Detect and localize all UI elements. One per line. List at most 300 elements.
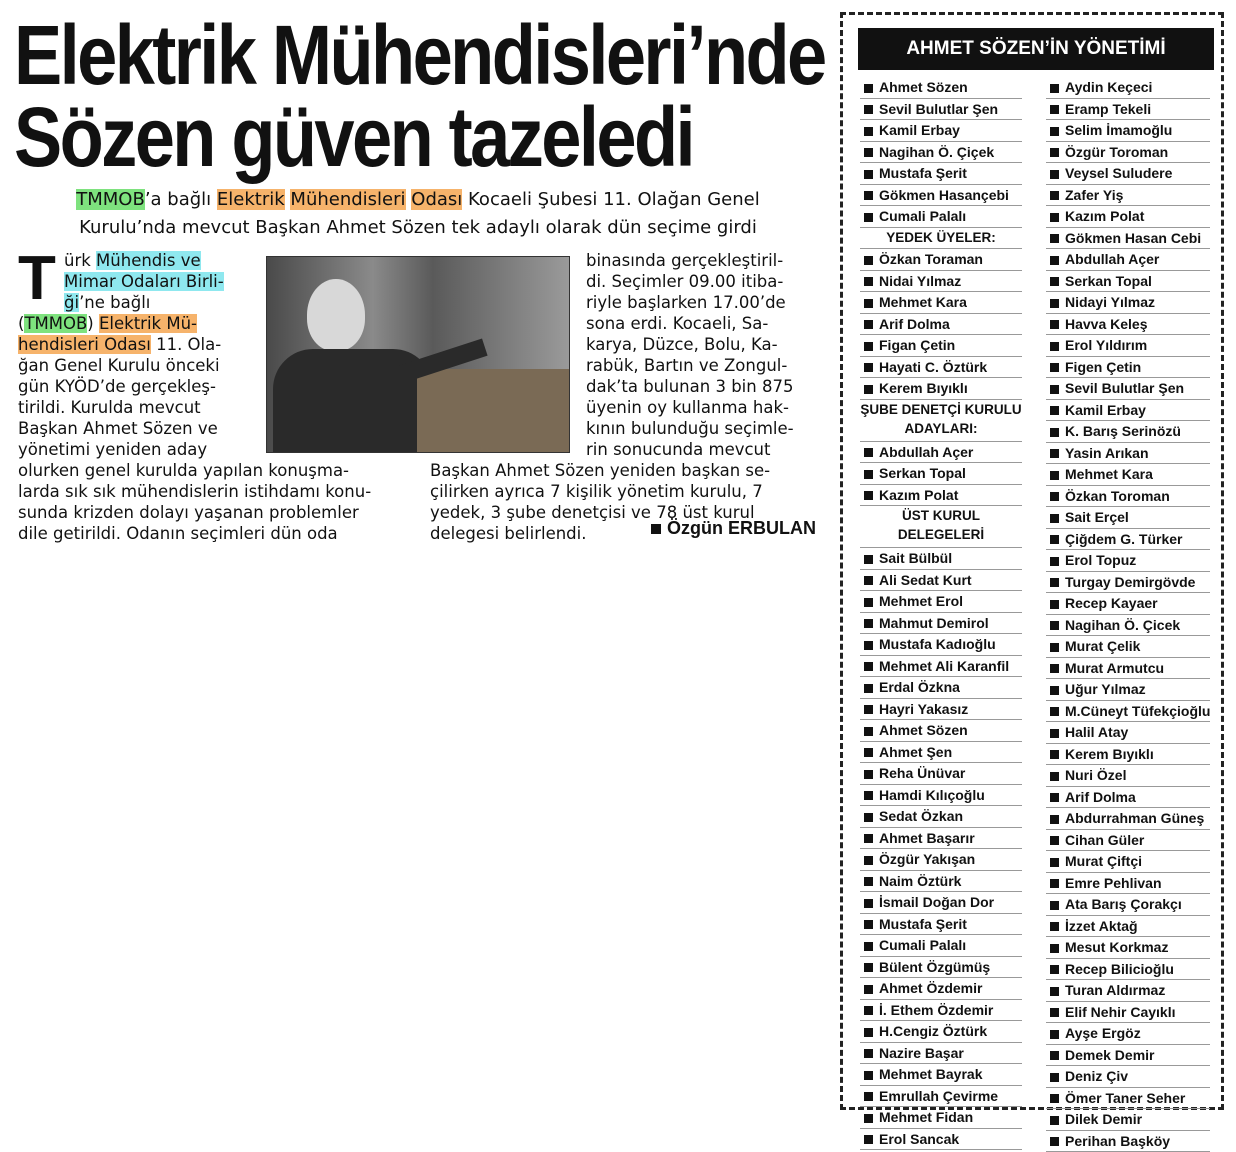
list-item (1046, 120, 1210, 142)
list-item-name: İzzet Aktağ (1065, 918, 1138, 934)
list-item-name: Selim İmamoğlu (1065, 122, 1172, 138)
list-section-heading: ÜST KURUL DELEGELERİ (860, 506, 1022, 548)
list-item (1046, 937, 1210, 959)
list-section-heading: ŞUBE DENETÇİ KURULU ADAYLARI: (860, 400, 1022, 442)
bullet-square-icon (1050, 1137, 1059, 1146)
list-item-name: Ahmet Sözen (879, 722, 968, 738)
list-item (1046, 1088, 1210, 1110)
bullet-square-icon (864, 834, 873, 843)
list-item (1046, 959, 1210, 981)
list-item (860, 957, 1022, 979)
bullet-square-icon (1050, 191, 1059, 200)
bullet-square-icon (1050, 213, 1059, 222)
bullet-square-icon (1050, 342, 1059, 351)
list-item (860, 677, 1022, 699)
list-item-name: Reha Ünüvar (879, 765, 965, 781)
list-item-name: Abdullah Açer (1065, 251, 1159, 267)
list-item-name: Recep Kayaer (1065, 595, 1158, 611)
bullet-square-icon (864, 491, 873, 500)
list-item-name: Nagihan Ö. Çicek (1065, 617, 1180, 633)
photo-ballot-box (417, 369, 569, 453)
list-item (860, 357, 1022, 379)
article-line: çilirken ayrıca 7 kişilik yönetim kurulu, 7 (430, 481, 770, 502)
list-item (1046, 206, 1210, 228)
list-item (860, 378, 1022, 400)
list-item (860, 120, 1022, 142)
bullet-square-icon (864, 856, 873, 865)
list-item (1046, 228, 1210, 250)
bullet-square-icon (1050, 1094, 1059, 1103)
list-item (860, 828, 1022, 850)
headline (14, 14, 702, 178)
list-item (860, 335, 1022, 357)
article-line: ğan Genel Kurulu önceki (18, 355, 371, 376)
list-item (860, 978, 1022, 1000)
list-item (860, 570, 1022, 592)
list-item-name: Nazire Başar (879, 1045, 964, 1061)
list-item (860, 742, 1022, 764)
article-col2 (586, 250, 794, 460)
list-item (860, 1043, 1022, 1065)
bullet-square-icon (1050, 449, 1059, 458)
list-item-name: Erdal Özkna (879, 679, 960, 695)
bullet-square-icon (1050, 320, 1059, 329)
article-line: üyenin oy kullanma hak- (586, 397, 794, 418)
list-item (860, 785, 1022, 807)
bullet-square-icon (864, 127, 873, 136)
list-item-name: Perihan Başköy (1065, 1133, 1170, 1149)
article-line: olurken genel kurulda yapılan konuşma- (18, 460, 371, 481)
list-item (860, 548, 1022, 570)
list-item-name: Mustafa Şerit (879, 916, 967, 932)
list-item-name: Kazım Polat (879, 487, 958, 503)
list-item-name: Mustafa Şerit (879, 165, 967, 181)
bullet-square-icon (864, 662, 873, 671)
list-item (1046, 808, 1210, 830)
list-item (1046, 163, 1210, 185)
list-item (860, 1129, 1022, 1151)
bullet-square-icon (1050, 707, 1059, 716)
bullet-square-icon (864, 555, 873, 564)
byline-author: Özgün ERBULAN (667, 518, 816, 538)
list-item-name: Özkan Toroman (1065, 488, 1170, 504)
article-line: larda sık sık mühendislerin istihdamı konu- (18, 481, 371, 502)
list-item-name: Figen Çetin (1065, 359, 1141, 375)
bullet-square-icon (864, 748, 873, 757)
bullet-square-icon (1050, 557, 1059, 566)
list-item-name: Figan Çetin (879, 337, 955, 353)
list-item (860, 613, 1022, 635)
article-line: ürk Mühendis ve (64, 250, 224, 271)
bullet-square-icon (1050, 772, 1059, 781)
bullet-square-icon (1050, 621, 1059, 630)
list-item-name: Turgay Demirgövde (1065, 574, 1195, 590)
bullet-square-icon (864, 576, 873, 585)
list-item (1046, 1023, 1210, 1045)
list-item (860, 77, 1022, 99)
bullet-square-icon (1050, 600, 1059, 609)
list-item (1046, 615, 1210, 637)
list-item-name: Ali Sedat Kurt (879, 572, 972, 588)
bullet-square-icon (864, 1114, 873, 1123)
bullet-square-icon (864, 727, 873, 736)
bullet-square-icon (864, 470, 873, 479)
bullet-square-icon (1050, 729, 1059, 738)
article-line: delegesi belirlendi. (430, 523, 770, 544)
list-item (1046, 335, 1210, 357)
list-item (1046, 916, 1210, 938)
list-item-name: Sait Bülbül (879, 550, 952, 566)
list-item (1046, 894, 1210, 916)
article-line: ği’ne bağlı (64, 292, 224, 313)
list-item-name: İsmail Doğan Dor (879, 894, 994, 910)
list-item-name: Serkan Topal (1065, 273, 1152, 289)
list-item (860, 763, 1022, 785)
list-item-name: Turan Aldırmaz (1065, 982, 1165, 998)
list-item-name: Recep Bilicioğlu (1065, 961, 1174, 977)
list-item-name: Kerem Bıyıklı (879, 380, 968, 396)
list-item (860, 892, 1022, 914)
list-item (1046, 636, 1210, 658)
bullet-square-icon (864, 191, 873, 200)
spot-line-2: Kurulu’nda mevcut Başkan Ahmet Sözen tek adaylı olarak dün seçime girdi (18, 214, 818, 242)
bullet-square-icon (864, 170, 873, 179)
article-col1-top (64, 250, 224, 313)
list-item (860, 142, 1022, 164)
list-item (860, 292, 1022, 314)
list-item (1046, 1131, 1210, 1152)
list-item-name: Naim Öztürk (879, 873, 961, 889)
headline-line-2: Sözen güven tazeledi (14, 96, 702, 178)
list-item (1046, 550, 1210, 572)
article-line: tirildi. Kurulda mevcut (18, 397, 371, 418)
list-item-name: Mehmet Bayrak (879, 1066, 983, 1082)
list-item (1046, 400, 1210, 422)
bullet-square-icon (1050, 234, 1059, 243)
article-line: dak’ta bulunan 3 bin 875 (586, 376, 794, 397)
list-item-name: Murat Armutcu (1065, 660, 1164, 676)
list-item-name: Mahmut Demirol (879, 615, 989, 631)
list-item-name: Nagihan Ö. Çiçek (879, 144, 994, 160)
bullet-square-icon (864, 942, 873, 951)
list-item (1046, 314, 1210, 336)
bullet-square-icon (1050, 1116, 1059, 1125)
spot-w2: Mühendisleri (290, 189, 405, 210)
list-item (1046, 443, 1210, 465)
spot-t2: Kocaeli Şubesi 11. Olağan Genel (462, 189, 759, 210)
list-item-name: Nidayi Yılmaz (1065, 294, 1155, 310)
list-item-name: Özkan Toraman (879, 251, 983, 267)
list-item (1046, 679, 1210, 701)
bullet-square-icon (1050, 1008, 1059, 1017)
bullet-square-icon (651, 524, 661, 534)
headline-line-1: Elektrik Mühendisleri’nde (14, 14, 702, 96)
list-item-name: Deniz Çiv (1065, 1068, 1128, 1084)
spot-text (18, 186, 818, 242)
list-item-name: Cumali Palalı (879, 208, 966, 224)
list-item-name: Kazım Polat (1065, 208, 1144, 224)
list-item-name: Cumali Palalı (879, 937, 966, 953)
list-item (1046, 249, 1210, 271)
bullet-square-icon (864, 320, 873, 329)
list-item-name: Veysel Suludere (1065, 165, 1172, 181)
list-item-name: Sevil Bulutlar Şen (879, 101, 998, 117)
bullet-square-icon (864, 105, 873, 114)
list-item (1046, 378, 1210, 400)
list-item-name: Erol Topuz (1065, 552, 1136, 568)
list-item-name: Ahmet Başarır (879, 830, 975, 846)
bullet-square-icon (1050, 363, 1059, 372)
bullet-square-icon (1050, 879, 1059, 888)
list-item-name: İ. Ethem Özdemir (879, 1002, 993, 1018)
bullet-square-icon (864, 770, 873, 779)
article-line: (TMMOB) Elektrik Mü- (18, 313, 371, 334)
bullet-square-icon (1050, 127, 1059, 136)
bullet-square-icon (864, 598, 873, 607)
spot-w3: Odası (411, 189, 462, 210)
list-item-name: Mehmet Kara (879, 294, 967, 310)
list-item-name: Arif Dolma (879, 316, 950, 332)
list-item-name: Ayşe Ergöz (1065, 1025, 1141, 1041)
list-item-name: Emre Pehlivan (1065, 875, 1162, 891)
list-item (860, 806, 1022, 828)
article-line: kının bulunduğu seçimle- (586, 418, 794, 439)
bullet-square-icon (864, 363, 873, 372)
article-line: Başkan Ahmet Sözen yeniden başkan se- (430, 460, 770, 481)
list-item (1046, 701, 1210, 723)
list-item (1046, 292, 1210, 314)
list-item (860, 314, 1022, 336)
right-name-column (1046, 77, 1210, 1152)
list-item-name: Kamil Erbay (879, 122, 960, 138)
list-item-name: Mehmet Kara (1065, 466, 1153, 482)
list-item (860, 249, 1022, 271)
bullet-square-icon (864, 877, 873, 886)
article-line: riyle başlarken 17.00’de (586, 292, 794, 313)
bullet-square-icon (1050, 901, 1059, 910)
list-item-name: Mehmet Ali Karanfil (879, 658, 1009, 674)
list-item (860, 1021, 1022, 1043)
bullet-square-icon (1050, 492, 1059, 501)
spot-t1: ’a bağlı (145, 189, 217, 210)
spot-line-1 (18, 186, 818, 214)
list-item (1046, 464, 1210, 486)
spot-w1: Elektrik (217, 189, 285, 210)
list-item-name: Kerem Bıyıklı (1065, 746, 1154, 762)
bullet-square-icon (864, 213, 873, 222)
list-item-name: Elif Nehir Cayıklı (1065, 1004, 1175, 1020)
bullet-square-icon (864, 84, 873, 93)
bullet-square-icon (864, 899, 873, 908)
list-item-name: K. Barış Serinözü (1065, 423, 1181, 439)
list-item-name: Demek Demir (1065, 1047, 1155, 1063)
bullet-square-icon (864, 277, 873, 286)
list-item (1046, 507, 1210, 529)
article-line: binasında gerçekleştiril- (586, 250, 794, 271)
bullet-square-icon (1050, 965, 1059, 974)
article-line: Başkan Ahmet Sözen ve (18, 418, 371, 439)
list-item (1046, 1066, 1210, 1088)
list-item-name: Halil Atay (1065, 724, 1128, 740)
article-line: gün KYÖD’de gerçekleş- (18, 376, 371, 397)
list-item-name: Sait Erçel (1065, 509, 1129, 525)
bullet-square-icon (1050, 750, 1059, 759)
photo-figure-head (307, 279, 365, 351)
list-item-name: M.Cüneyt Tüfekçioğlu (1065, 703, 1210, 719)
list-item-name: Mehmet Fidan (879, 1109, 973, 1125)
list-item-name: Ahmet Sözen (879, 79, 968, 95)
article-photo (266, 256, 570, 453)
list-item (1046, 185, 1210, 207)
list-item (1046, 357, 1210, 379)
bullet-square-icon (1050, 578, 1059, 587)
list-item (1046, 77, 1210, 99)
list-item-name: Bülent Özgümüş (879, 959, 990, 975)
list-item-name: Çiğdem G. Türker (1065, 531, 1182, 547)
bullet-square-icon (864, 299, 873, 308)
list-item (860, 656, 1022, 678)
list-item (1046, 658, 1210, 680)
bullet-square-icon (864, 1049, 873, 1058)
bullet-square-icon (864, 1092, 873, 1101)
article-line: dile getirildi. Odanın seçimleri dün oda (18, 523, 371, 544)
list-item (1046, 1045, 1210, 1067)
article-line: di. Seçimler 09.00 itiba- (586, 271, 794, 292)
list-item-name: Mehmet Erol (879, 593, 963, 609)
list-item-name: Nuri Özel (1065, 767, 1126, 783)
list-item-name: Ahmet Özdemir (879, 980, 982, 996)
bullet-square-icon (1050, 664, 1059, 673)
article-line: rabük, Bartın ve Zongul- (586, 355, 794, 376)
bullet-square-icon (1050, 793, 1059, 802)
list-item-name: Erol Yıldırım (1065, 337, 1147, 353)
list-item-name: Kamil Erbay (1065, 402, 1146, 418)
bullet-square-icon (1050, 944, 1059, 953)
list-item (860, 591, 1022, 613)
bullet-square-icon (864, 256, 873, 265)
list-item-name: Uğur Yılmaz (1065, 681, 1146, 697)
bullet-square-icon (1050, 836, 1059, 845)
list-item (1046, 529, 1210, 551)
bullet-square-icon (864, 791, 873, 800)
bullet-square-icon (1050, 922, 1059, 931)
list-item (1046, 1109, 1210, 1131)
bullet-square-icon (1050, 105, 1059, 114)
list-item (860, 271, 1022, 293)
list-item (860, 485, 1022, 507)
list-item (1046, 744, 1210, 766)
list-item (1046, 980, 1210, 1002)
bullet-square-icon (1050, 1030, 1059, 1039)
article-line: sona erdi. Kocaeli, Sa- (586, 313, 794, 334)
bullet-square-icon (1050, 815, 1059, 824)
bullet-square-icon (1050, 256, 1059, 265)
list-item-name: Dilek Demir (1065, 1111, 1142, 1127)
article-line: rin sonucunda mevcut (586, 439, 794, 460)
list-item (860, 185, 1022, 207)
list-item-name: Ata Barış Çorakçı (1065, 896, 1182, 912)
list-item-name: Abdullah Açer (879, 444, 973, 460)
bullet-square-icon (1050, 277, 1059, 286)
list-item (1046, 421, 1210, 443)
spot-tmmob: TMMOB (76, 189, 145, 210)
list-item-name: Murat Çelik (1065, 638, 1140, 654)
bullet-square-icon (1050, 471, 1059, 480)
bullet-square-icon (864, 963, 873, 972)
list-item (1046, 1002, 1210, 1024)
bullet-square-icon (864, 448, 873, 457)
article-line: karya, Düzce, Bolu, Ka- (586, 334, 794, 355)
bullet-square-icon (864, 985, 873, 994)
bullet-square-icon (1050, 84, 1059, 93)
list-item-name: Mustafa Kadıoğlu (879, 636, 996, 652)
list-item (1046, 593, 1210, 615)
list-item-name: Erol Sancak (879, 1131, 959, 1147)
list-item (860, 720, 1022, 742)
bullet-square-icon (1050, 858, 1059, 867)
list-item-name: Emrullah Çevirme (879, 1088, 998, 1104)
list-item (1046, 787, 1210, 809)
bullet-square-icon (864, 705, 873, 714)
list-item (860, 914, 1022, 936)
list-item-name: Özgür Toroman (1065, 144, 1168, 160)
list-item-name: Hayati C. Öztürk (879, 359, 987, 375)
article-line: yönetimi yeniden aday (18, 439, 371, 460)
list-item-name: Eramp Tekeli (1065, 101, 1151, 117)
list-item (1046, 765, 1210, 787)
bullet-square-icon (1050, 1073, 1059, 1082)
bullet-square-icon (864, 342, 873, 351)
bullet-square-icon (1050, 170, 1059, 179)
list-item (860, 163, 1022, 185)
bullet-square-icon (864, 619, 873, 628)
article-line: sunda krizden dolayı yaşanan problemler (18, 502, 371, 523)
bullet-square-icon (864, 385, 873, 394)
bullet-square-icon (864, 684, 873, 693)
bullet-square-icon (864, 813, 873, 822)
list-item-name: Gökmen Hasan Cebi (1065, 230, 1201, 246)
list-item-name: Arif Dolma (1065, 789, 1136, 805)
list-item (860, 871, 1022, 893)
list-item (860, 206, 1022, 228)
bullet-square-icon (1050, 299, 1059, 308)
bullet-square-icon (1050, 686, 1059, 695)
bullet-square-icon (864, 1028, 873, 1037)
list-item-name: Nidai Yılmaz (879, 273, 961, 289)
list-item (1046, 873, 1210, 895)
bullet-square-icon (1050, 148, 1059, 157)
list-item-name: Ahmet Şen (879, 744, 952, 760)
list-item (860, 634, 1022, 656)
list-item-name: Hayri Yakasız (879, 701, 968, 717)
list-section-heading: YEDEK ÜYELER: (860, 228, 1022, 250)
list-item (860, 1064, 1022, 1086)
article-line: Mimar Odaları Birli- (64, 271, 224, 292)
bullet-square-icon (1050, 643, 1059, 652)
list-item (860, 849, 1022, 871)
list-item (860, 1107, 1022, 1129)
bullet-square-icon (1050, 385, 1059, 394)
list-item (860, 99, 1022, 121)
bullet-square-icon (1050, 428, 1059, 437)
list-item-name: Abdurrahman Güneş (1065, 810, 1204, 826)
list-item (1046, 271, 1210, 293)
list-item (1046, 722, 1210, 744)
article-line: yedek, 3 şube denetçisi ve 78 üst kurul (430, 502, 770, 523)
list-item (1046, 99, 1210, 121)
bullet-square-icon (1050, 1051, 1059, 1060)
list-item-name: Mesut Korkmaz (1065, 939, 1168, 955)
